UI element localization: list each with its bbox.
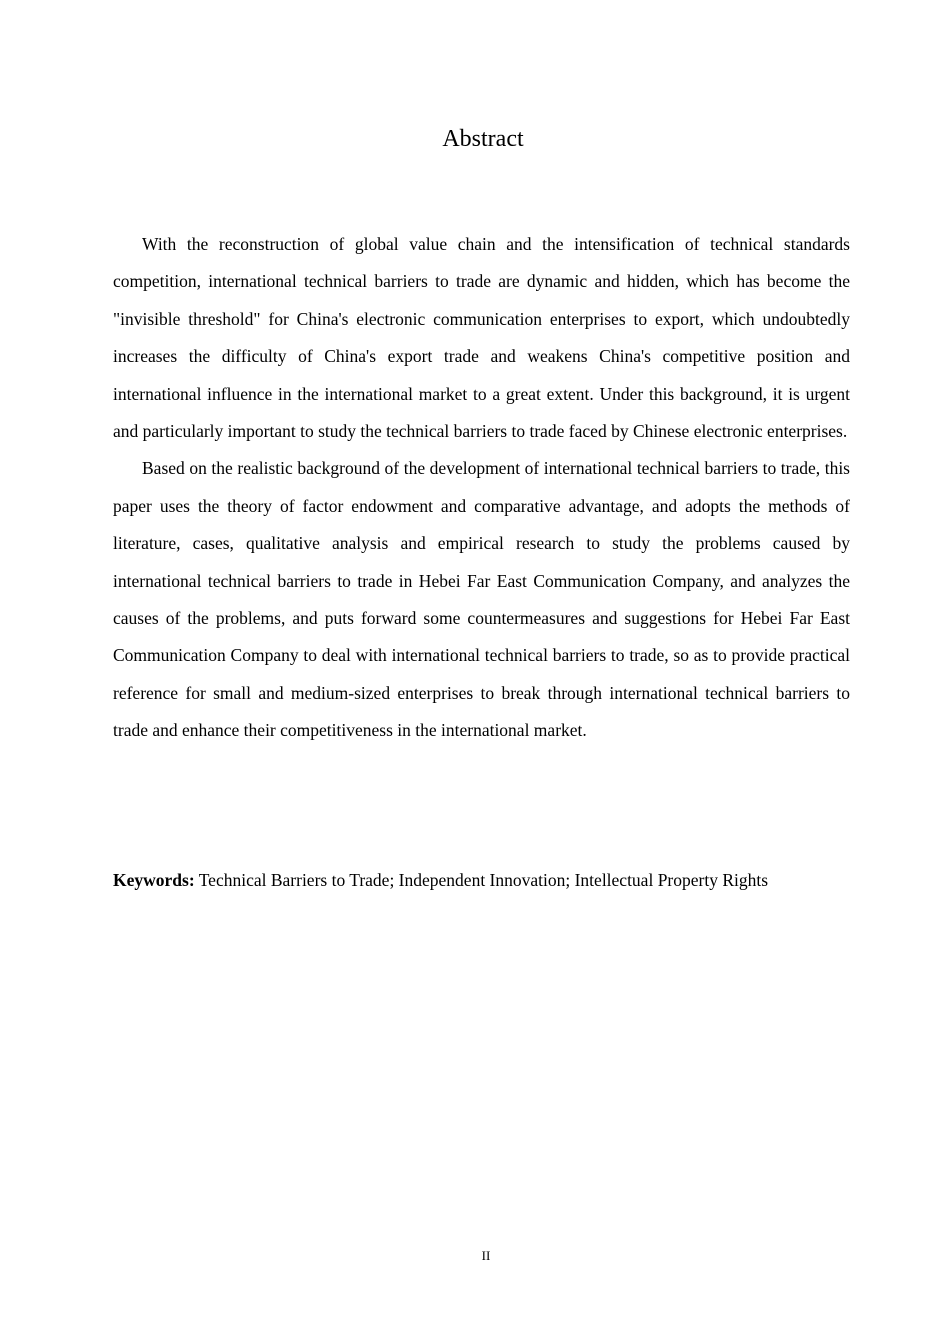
keywords-line [113, 862, 873, 899]
abstract-paragraph-2: Based on the realistic background of the development of international technical barriers to trade, this paper uses the theory of factor endowment and comparative advantage, and adopts the methods of literature, cases, qualitative analysis and empirical research to study the problems caused by international technical barriers to trade in Hebei Far East Communication Company, and analyzes the causes of the problems, and puts forward some countermeasures and suggestions for Hebei Far East Communication Company to deal with international technical barriers to trade, so as to provide practical reference for small and medium-sized enterprises to break through international technical barriers to trade and enhance their competitiveness in the international market. [113, 458, 850, 741]
keywords-list: Technical Barriers to Trade; Independent Innovation; Intellectual Property Rights [194, 870, 769, 890]
page-number: II [481, 1248, 491, 1263]
page-title: Abstract [442, 126, 524, 152]
abstract-body [113, 226, 850, 750]
abstract-paragraph-1: With the reconstruction of global value chain and the intensification of technical standards competition, international technical barriers to trade are dynamic and hidden, which has become the "invisible threshold" for China's electronic communication enterprises to export, which undoubtedly increases the difficulty of China's export trade and weakens China's competitive position and international influence in the international market to a great extent. Under this background, it is urgent and particularly important to study the technical barriers to trade faced by Chinese electronic enterprises. [113, 234, 850, 442]
keywords-label: Keywords: [113, 870, 195, 890]
